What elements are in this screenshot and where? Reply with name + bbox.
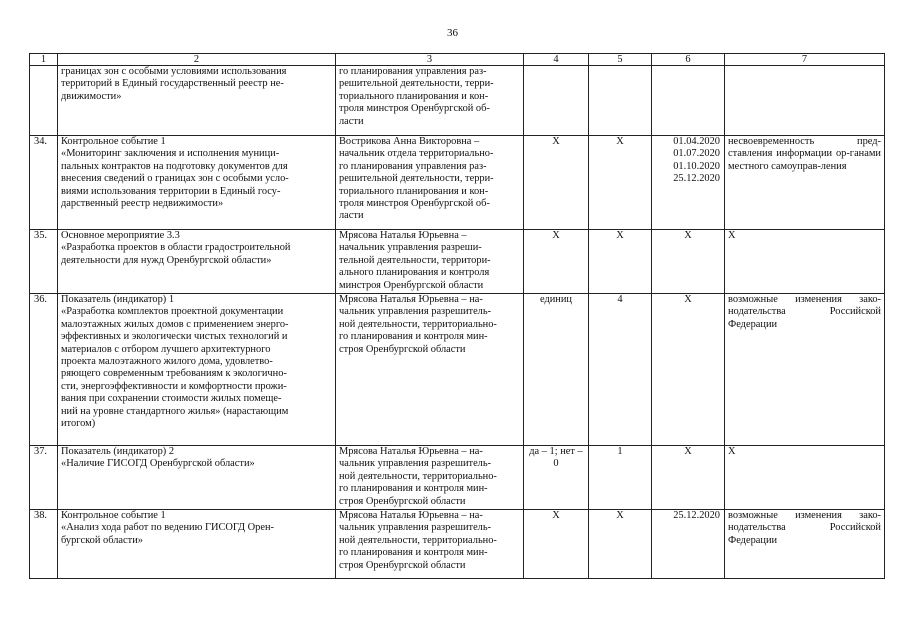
row-number: 36. [30, 294, 58, 446]
responsible-line: строя Оренбургской области [339, 559, 466, 571]
date-cell [652, 294, 725, 446]
row-number: 38. [30, 510, 58, 579]
responsible-line: троля минстроя Оренбургской об- [339, 103, 490, 115]
header-cell: 5 [589, 54, 652, 66]
date-cell [652, 446, 725, 510]
value-cell: X [589, 230, 652, 294]
responsible-line: го планирования и контроля мин- [339, 483, 488, 495]
responsible-person [336, 446, 524, 510]
responsible-line: минстроя Оренбургской области [339, 279, 484, 291]
event-name-line: проекта малоэтажного жилого дома, удовлетво- [61, 356, 273, 368]
responsible-line: го планирования и контроля мин- [339, 547, 488, 559]
table-row [30, 230, 885, 294]
event-name-line: «Разработка комплектов проектной документации [61, 306, 284, 318]
responsible-line: чальник управления разрешитель- [339, 306, 492, 318]
header-cell: 6 [652, 54, 725, 66]
unit-cell: X [524, 136, 589, 230]
event-name-line: Основное мероприятие 3.3 [61, 230, 180, 241]
date-cell [652, 136, 725, 230]
responsible-line: чальник управления разрешитель- [339, 458, 492, 470]
date-cell [652, 510, 725, 579]
event-name-line: сти, энергоэффективности и комфортности прожи- [61, 380, 287, 392]
header-cell: 3 [336, 54, 524, 66]
unit-cell [524, 66, 589, 136]
event-name-line: Контрольное событие 1 [61, 136, 166, 147]
responsible-line: Мрясова Наталья Юрьевна – на- [339, 510, 483, 521]
row-number: 37. [30, 446, 58, 510]
responsible-person [336, 294, 524, 446]
responsible-person [336, 230, 524, 294]
event-name-line: ний на уровне стандартного жилья» (нарастающим [61, 405, 289, 417]
responsible-line: ласти [339, 210, 364, 222]
date-value: X [684, 446, 692, 457]
date-value: 25.12.2020 [673, 173, 720, 185]
header-cell: 4 [524, 54, 589, 66]
event-name-line: бургской области» [61, 534, 143, 546]
responsible-line: ной деятельности, территориально- [339, 318, 497, 330]
responsible-line: ной деятельности, территориально- [339, 534, 497, 546]
date-value: X [684, 230, 692, 241]
responsible-line: чальник управления разрешитель- [339, 522, 492, 534]
event-name [58, 136, 336, 230]
responsible-line: тельной деятельности, территори- [339, 254, 491, 266]
event-name [58, 66, 336, 136]
page-number: 36 [447, 27, 458, 39]
responsible-line: ториального планирования и кон- [339, 185, 489, 197]
event-name-line: движимости» [61, 90, 122, 102]
header-cell: 7 [725, 54, 885, 66]
date-value: 01.07.2020 [673, 148, 720, 160]
event-name-line: территорий в Единый государственный реестр не- [61, 78, 284, 90]
row-number [30, 66, 58, 136]
event-name-line: пальных контрактов на подготовку документов для [61, 160, 288, 172]
responsible-line: го планирования управления раз- [339, 66, 487, 77]
value-cell: 4 [589, 294, 652, 446]
event-name-line: вания при сохранении стоимости жилых помеще- [61, 393, 282, 405]
header-cell: 1 [30, 54, 58, 66]
responsible-line: ласти [339, 115, 364, 127]
table-row [30, 136, 885, 230]
date-value: 25.12.2020 [673, 510, 720, 521]
unit-cell: единиц [524, 294, 589, 446]
table-row [30, 294, 885, 446]
note-cell: возможные изменения зако-нодательства Российской Федерации [725, 294, 885, 446]
event-name-line: малоэтажных жилых домов с применением энерго- [61, 318, 289, 330]
note-cell: несвоевременность пред-ставления информации ор-ганами местного самоуправ-ления [725, 136, 885, 230]
event-name-line: дарственный реестр недвижимости» [61, 198, 224, 210]
responsible-line: го планирования управления раз- [339, 160, 487, 172]
event-name-line: «Мониторинг заключения и исполнения муници- [61, 148, 280, 160]
note-cell: X [725, 230, 885, 294]
header-row [30, 54, 885, 66]
responsible-person [336, 136, 524, 230]
responsible-line: Мрясова Наталья Юрьевна – на- [339, 446, 483, 457]
table-row [30, 510, 885, 579]
event-name-line: «Разработка проектов в области градостроительной [61, 242, 291, 254]
responsible-person [336, 510, 524, 579]
unit-cell: да – 1; нет – 0 [524, 446, 589, 510]
note-cell: возможные изменения зако-нодательства Российской Федерации [725, 510, 885, 579]
event-name-line: Контрольное событие 1 [61, 510, 166, 521]
responsible-line: Мрясова Наталья Юрьевна – [339, 230, 467, 241]
value-cell: X [589, 136, 652, 230]
event-name [58, 446, 336, 510]
event-name-line: деятельности для нужд Оренбургской области» [61, 254, 272, 266]
date-value: 01.04.2020 [673, 136, 720, 147]
responsible-line: решительной деятельности, терри- [339, 78, 494, 90]
responsible-line: Вострикова Анна Викторовна – [339, 136, 480, 147]
event-name-line: материалов с отбором лучшего архитектурного [61, 343, 271, 355]
header-cell: 2 [58, 54, 336, 66]
event-name-line: итогом) [61, 418, 96, 430]
event-name-line: виями использования территории в Единый госу- [61, 185, 281, 197]
responsible-person [336, 66, 524, 136]
event-name [58, 294, 336, 446]
event-name-line: Показатель (индикатор) 2 [61, 446, 175, 457]
row-number: 34. [30, 136, 58, 230]
value-cell [589, 66, 652, 136]
unit-cell: X [524, 230, 589, 294]
event-name-line: ряющего современным требованиям к экологично- [61, 368, 287, 380]
event-name-line: «Анализ хода работ по ведению ГИСОГД Орен- [61, 522, 275, 534]
plan-table [29, 53, 885, 579]
responsible-line: ального планирования и контроля [339, 267, 490, 279]
responsible-line: троля минстроя Оренбургской об- [339, 198, 490, 210]
responsible-line: строя Оренбургской области [339, 495, 466, 507]
responsible-line: ториального планирования и кон- [339, 90, 489, 102]
date-value: X [684, 294, 692, 305]
responsible-line: Мрясова Наталья Юрьевна – на- [339, 294, 483, 305]
event-name-line: Показатель (индикатор) 1 [61, 294, 175, 305]
responsible-line: решительной деятельности, терри- [339, 173, 494, 185]
event-name [58, 510, 336, 579]
event-name-line: внесения сведений о границах зон с особыми усло- [61, 173, 289, 185]
date-cell [652, 230, 725, 294]
event-name-line: границах зон с особыми условиями использования [61, 66, 287, 77]
date-cell [652, 66, 725, 136]
note-cell: X [725, 446, 885, 510]
table-row [30, 446, 885, 510]
event-name [58, 230, 336, 294]
value-cell: X [589, 510, 652, 579]
responsible-line: ной деятельности, территориально- [339, 470, 497, 482]
responsible-line: го планирования и контроля мин- [339, 331, 488, 343]
unit-cell: X [524, 510, 589, 579]
responsible-line: строя Оренбургской области [339, 343, 466, 355]
event-name-line: эффективных и экологически чистых технологий и [61, 331, 288, 343]
table-row [30, 66, 885, 136]
note-cell [725, 66, 885, 136]
responsible-line: начальник отдела территориально- [339, 148, 494, 160]
date-value: 01.10.2020 [673, 160, 720, 172]
event-name-line: «Наличие ГИСОГД Оренбургской области» [61, 458, 255, 470]
responsible-line: начальник управления разреши- [339, 242, 482, 254]
value-cell: 1 [589, 446, 652, 510]
row-number: 35. [30, 230, 58, 294]
